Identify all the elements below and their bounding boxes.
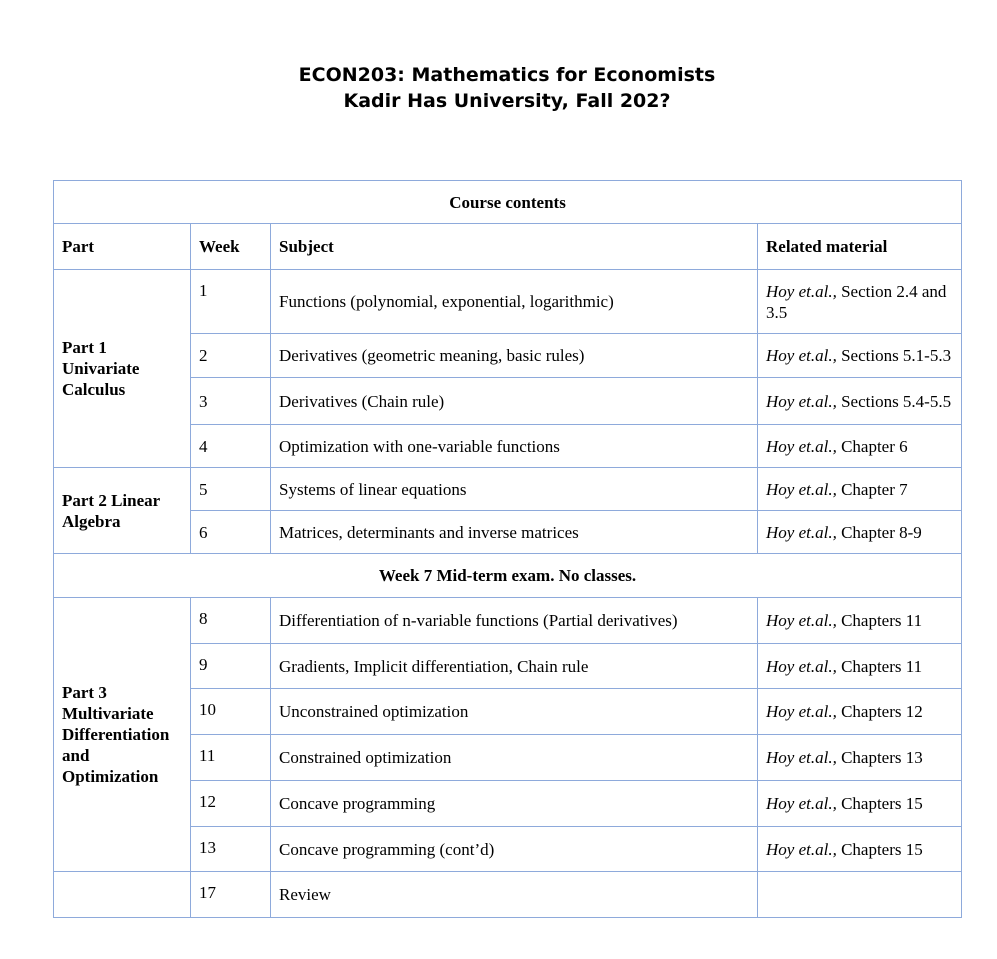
part-2-line: Part 2 Linear: [62, 490, 161, 510]
material-cell: [758, 378, 962, 425]
author-ref: Hoy et.al.,: [766, 611, 837, 630]
week-cell: 17: [191, 872, 271, 918]
part-1-line: Univariate: [62, 359, 140, 378]
document-title: [0, 62, 997, 114]
table-row: [54, 644, 962, 689]
author-ref: Hoy et.al.,: [766, 479, 837, 499]
section-ref: Chapters 15: [836, 794, 923, 813]
week-cell: 13: [191, 827, 271, 872]
header-row: [54, 224, 962, 270]
part-1-label: [54, 270, 191, 468]
table-row: [54, 378, 962, 425]
table-row: [54, 735, 962, 781]
part-3-line: Multivariate: [62, 704, 154, 723]
week-cell: 4: [191, 425, 271, 468]
subject-cell: Systems of linear equations: [271, 468, 758, 511]
week-cell: 8: [191, 598, 271, 644]
subject-cell: Review: [271, 872, 758, 918]
section-ref: Chapter 6: [836, 436, 908, 456]
subject-cell: Functions (polynomial, exponential, logarithmic): [271, 270, 758, 334]
midterm-note: Week 7 Mid-term exam. No classes.: [54, 554, 962, 598]
section-ref: Sections 5.4-5.5: [836, 391, 952, 411]
author-ref: Hoy et.al.,: [766, 794, 837, 813]
part-3-label: [54, 598, 191, 872]
material-cell: [758, 511, 962, 554]
table-row: [54, 270, 962, 334]
title-line-1: ECON203: Mathematics for Economists: [298, 64, 716, 86]
week-cell: 5: [191, 468, 271, 511]
section-ref: Section 2.4 and 3.5: [766, 281, 947, 322]
section-ref: Chapters 15: [836, 839, 923, 859]
part-3-line: Differentiation: [62, 725, 170, 744]
subject-cell: Matrices, determinants and inverse matrices: [271, 511, 758, 554]
material-cell: [758, 735, 962, 781]
week-cell: 2: [191, 334, 271, 378]
section-ref: Chapters 11: [836, 611, 923, 630]
header-part: Part: [54, 224, 191, 270]
part-3-line: Optimization: [62, 767, 159, 786]
header-material: Related material: [758, 224, 962, 270]
week-cell: 12: [191, 781, 271, 827]
subject-cell: Derivatives (geometric meaning, basic rules): [271, 334, 758, 378]
week-cell: 11: [191, 735, 271, 781]
table-caption: Course contents: [54, 181, 962, 224]
subject-cell: Constrained optimization: [271, 735, 758, 781]
material-cell: [758, 827, 962, 872]
material-cell: [758, 334, 962, 378]
week-cell: 3: [191, 378, 271, 425]
section-ref: Chapters 13: [836, 748, 923, 767]
section-ref: Chapter 7: [836, 479, 908, 499]
caption-row: [54, 181, 962, 224]
part-2-label: [54, 468, 191, 554]
week-cell: 1: [191, 270, 271, 334]
part-1-line: Part 1: [62, 338, 107, 357]
author-ref: Hoy et.al.,: [766, 656, 837, 676]
table-row: [54, 468, 962, 511]
subject-cell: Optimization with one-variable functions: [271, 425, 758, 468]
section-ref: Chapter 8-9: [836, 522, 922, 542]
course-contents-table: [53, 180, 962, 918]
subject-cell: Differentiation of n-variable functions (Partial derivatives): [271, 598, 758, 644]
author-ref: Hoy et.al.,: [766, 748, 837, 767]
header-subject: Subject: [271, 224, 758, 270]
material-cell: [758, 598, 962, 644]
material-cell: [758, 781, 962, 827]
author-ref: Hoy et.al.,: [766, 346, 837, 365]
author-ref: Hoy et.al.,: [766, 436, 837, 456]
table-row: [54, 511, 962, 554]
material-cell: [758, 872, 962, 918]
part-3-line: Part 3: [62, 683, 107, 702]
author-ref: Hoy et.al.,: [766, 281, 837, 301]
header-week: Week: [191, 224, 271, 270]
material-cell: [758, 644, 962, 689]
section-ref: Chapters 12: [836, 702, 923, 721]
table-row: [54, 781, 962, 827]
part-3-line: and: [62, 746, 90, 765]
week-cell: 6: [191, 511, 271, 554]
week-cell: 9: [191, 644, 271, 689]
part-2-line: Algebra: [62, 511, 121, 531]
subject-cell: Derivatives (Chain rule): [271, 378, 758, 425]
section-ref: Sections 5.1-5.3: [836, 346, 952, 365]
subject-cell: Concave programming (cont’d): [271, 827, 758, 872]
table-row: [54, 425, 962, 468]
part-empty-cell: [54, 872, 191, 918]
subject-cell: Concave programming: [271, 781, 758, 827]
author-ref: Hoy et.al.,: [766, 522, 837, 542]
section-ref: Chapters 11: [836, 656, 923, 676]
author-ref: Hoy et.al.,: [766, 391, 837, 411]
subject-cell: Gradients, Implicit differentiation, Chain rule: [271, 644, 758, 689]
author-ref: Hoy et.al.,: [766, 839, 837, 859]
material-cell: [758, 689, 962, 735]
material-cell: [758, 468, 962, 511]
title-line-2: Kadir Has University, Fall 202?: [343, 90, 671, 112]
author-ref: Hoy et.al.,: [766, 702, 837, 721]
table-row: [54, 827, 962, 872]
week-cell: 10: [191, 689, 271, 735]
material-cell: [758, 270, 962, 334]
part-1-line: Calculus: [62, 380, 126, 399]
table-row: [54, 872, 962, 918]
subject-cell: Unconstrained optimization: [271, 689, 758, 735]
table-row: [54, 334, 962, 378]
midterm-row: [54, 554, 962, 598]
table-row: [54, 598, 962, 644]
material-cell: [758, 425, 962, 468]
table-row: [54, 689, 962, 735]
